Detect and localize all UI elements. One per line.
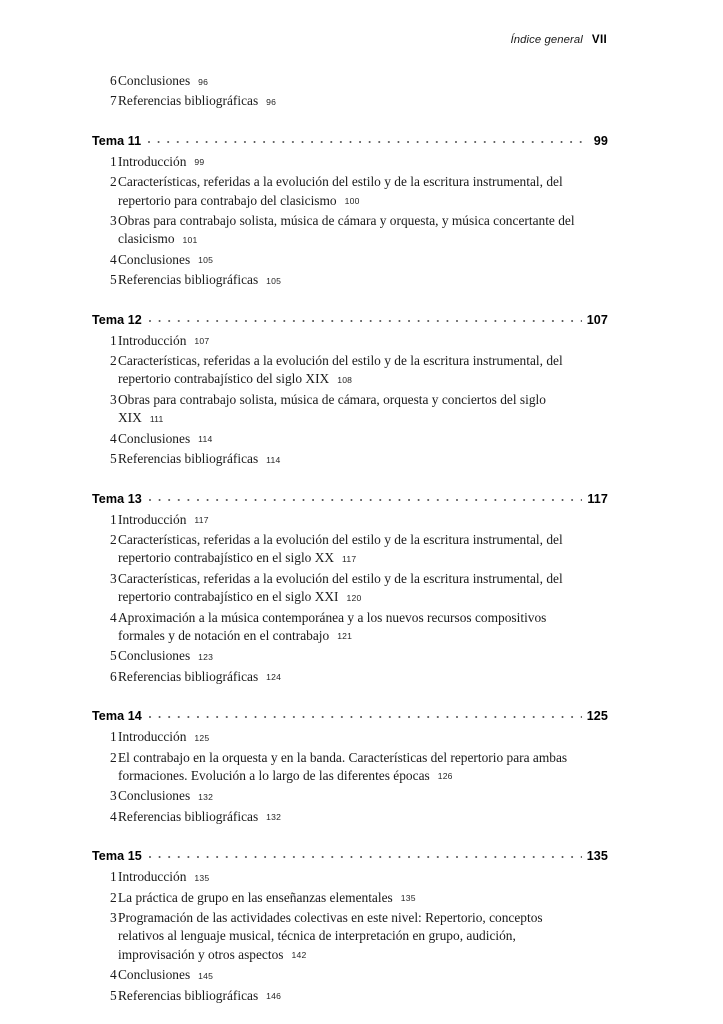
toc-heading-page-number: 117 xyxy=(587,491,608,506)
toc-entry-number: 2 xyxy=(110,749,117,765)
toc-entry-page-number: 114 xyxy=(266,454,281,465)
toc-entry[interactable] xyxy=(92,531,608,569)
toc-entry-number: 2 xyxy=(110,353,117,369)
toc-group xyxy=(92,72,608,112)
toc-entry-body xyxy=(118,609,608,647)
toc-entry-number: 1 xyxy=(110,869,117,885)
toc-entry-number: 7 xyxy=(110,93,117,109)
toc-entry-page-number: 146 xyxy=(266,991,282,1002)
toc-entry[interactable] xyxy=(92,749,608,787)
toc-entry[interactable] xyxy=(92,787,608,806)
toc-entry-number: 1 xyxy=(110,511,117,527)
toc-entry-title: Programación de las actividades colectivas en este nivel: Repertorio, conceptos relativos al lenguaje musical, técnica de interpretación en grupo, audición, improvisación y otros aspectos xyxy=(118,910,543,962)
toc-entry-number: 4 xyxy=(110,609,117,625)
toc-group xyxy=(92,133,608,291)
toc-heading-row[interactable] xyxy=(92,708,608,727)
toc-entry-number: 1 xyxy=(110,332,117,348)
toc-entry-title: Características, referidas a la evolución del estilo y de la escritura instrumental, del repertorio contrabajístico del siglo XIX xyxy=(118,353,563,387)
toc-entry-page-number: 108 xyxy=(337,374,353,385)
toc-entry-number: 3 xyxy=(110,910,117,925)
toc-entry-page-number: 117 xyxy=(194,515,209,525)
toc-entry-page-number: 132 xyxy=(266,812,282,823)
toc-entry-page-number: 105 xyxy=(198,255,214,266)
toc-entry-body xyxy=(118,728,608,747)
toc-entry[interactable] xyxy=(92,271,608,290)
toc-entry-body xyxy=(118,271,608,290)
toc-group xyxy=(92,848,608,1006)
toc-entry-title: Características, referidas a la evolución del estilo y de la escritura instrumental, del repertorio contrabajístico en el siglo XXI xyxy=(118,570,563,605)
toc-heading-label: Tema 12 xyxy=(92,312,142,327)
toc-entry[interactable] xyxy=(92,430,608,449)
toc-entry-page-number: 124 xyxy=(266,672,282,683)
toc-entry[interactable] xyxy=(92,728,608,747)
toc-entry-body xyxy=(118,889,608,908)
toc-heading-page-number: 99 xyxy=(593,133,608,148)
toc-heading-label: Tema 14 xyxy=(92,709,142,724)
toc-entry-title: Referencias bibliográficas xyxy=(118,987,259,1003)
toc-entry[interactable] xyxy=(92,966,608,985)
toc-entry-number: 2 xyxy=(110,531,117,547)
toc-entry-number: 5 xyxy=(110,451,117,467)
toc-heading-row[interactable] xyxy=(92,491,608,510)
toc-entry[interactable] xyxy=(92,511,608,530)
toc-entry-body xyxy=(118,430,608,449)
toc-entry-body xyxy=(118,450,608,469)
toc-entry-title: Introducción xyxy=(118,869,187,885)
toc-group xyxy=(92,491,608,688)
toc-entry[interactable] xyxy=(92,647,608,666)
toc-entry-title: Referencias bibliográficas xyxy=(118,808,259,824)
toc-entry-title: Conclusiones xyxy=(118,967,191,983)
toc-entry[interactable] xyxy=(92,391,608,429)
running-head xyxy=(92,33,607,49)
toc-group xyxy=(92,708,608,827)
toc-entry-number: 3 xyxy=(110,391,117,407)
toc-entry-page-number: 121 xyxy=(337,631,353,642)
toc-entry[interactable] xyxy=(92,153,608,172)
toc-heading-label: Tema 13 xyxy=(92,491,142,506)
toc-entry-body xyxy=(118,909,608,965)
toc-entry-title: Introducción xyxy=(118,511,187,527)
toc-entry-title: Introducción xyxy=(118,153,187,169)
toc-entry-body xyxy=(118,787,608,806)
toc-entry-page-number: 125 xyxy=(194,732,210,743)
toc-entry-title: Conclusiones xyxy=(118,73,191,88)
toc-entry-body xyxy=(118,332,608,351)
toc-entry-title: Aproximación a la música contemporánea y a los nuevos recursos compositivos formales y de notación en el contrabajo xyxy=(118,609,547,643)
toc-entry-page-number: 132 xyxy=(198,791,214,802)
toc-entry-page-number: 101 xyxy=(182,234,198,245)
toc-heading-page-number: 107 xyxy=(586,312,608,327)
toc-entry-body xyxy=(118,251,608,270)
toc-entry[interactable] xyxy=(92,668,608,687)
toc-entry-page-number: 126 xyxy=(437,771,453,782)
toc-heading-label: Tema 11 xyxy=(92,133,142,148)
toc-entry-number: 3 xyxy=(110,788,117,804)
toc-entry[interactable] xyxy=(92,450,608,469)
toc-entry-number: 6 xyxy=(110,668,117,684)
toc-entry-title: Obras para contrabajo solista, música de cámara y orquesta, y música concertante del clasicismo xyxy=(118,213,575,247)
toc-entry[interactable] xyxy=(92,889,608,908)
dot-leader xyxy=(149,312,582,324)
toc-entry-title: La práctica de grupo en las enseñanzas elementales xyxy=(118,889,393,905)
toc-entry-number: 1 xyxy=(110,153,117,169)
toc-entry-page-number: 107 xyxy=(194,336,210,347)
toc-heading-row[interactable] xyxy=(92,133,608,152)
toc-entry-title: Obras para contrabajo solista, música de cámara, orquesta y conciertos del siglo XIX xyxy=(118,391,546,426)
toc-entry-body xyxy=(118,647,608,666)
toc-entry-page-number: 111 xyxy=(149,413,164,424)
toc-entry-page-number: 145 xyxy=(198,970,214,981)
toc-entry-title: Referencias bibliográficas xyxy=(118,93,259,109)
toc-heading-row[interactable] xyxy=(92,848,608,867)
toc-entry-number: 3 xyxy=(110,213,117,229)
toc-entry[interactable] xyxy=(92,909,608,965)
toc-entry[interactable] xyxy=(92,332,608,351)
toc-entry-page-number: 114 xyxy=(198,434,213,445)
toc-entry-number: 2 xyxy=(110,889,117,905)
toc-entry-body xyxy=(118,966,608,985)
toc-entry-number: 5 xyxy=(110,987,117,1003)
toc-entry[interactable] xyxy=(92,808,608,827)
toc-entry-page-number: 142 xyxy=(291,950,307,961)
toc-entry[interactable] xyxy=(92,609,608,647)
toc-entry[interactable] xyxy=(92,212,608,250)
toc-group xyxy=(92,312,608,470)
toc-entry-number: 5 xyxy=(110,272,117,288)
toc-entry[interactable] xyxy=(92,570,608,608)
toc-entry-body xyxy=(118,531,608,569)
toc-entry-body xyxy=(118,511,608,530)
toc-entry[interactable] xyxy=(92,173,608,211)
toc-entry-body xyxy=(118,391,608,429)
toc-entry[interactable] xyxy=(92,352,608,390)
toc-entry-number: 6 xyxy=(110,73,117,88)
toc-entry-body xyxy=(118,153,608,172)
toc-entry[interactable] xyxy=(92,92,608,111)
toc-heading-page-number: 125 xyxy=(586,709,608,724)
toc-entry-number: 4 xyxy=(110,967,117,983)
toc-entry-title: Características, referidas a la evolución del estilo y de la escritura instrumental, del repertorio contrabajístico en el siglo XX xyxy=(118,531,563,566)
toc-entry-title: Conclusiones xyxy=(118,430,191,446)
toc-entry-title: Referencias bibliográficas xyxy=(118,272,259,288)
toc-entry[interactable] xyxy=(92,72,608,91)
toc-entry-body xyxy=(118,668,608,687)
toc-entry-page-number: 105 xyxy=(266,275,282,286)
toc-entry-page-number: 100 xyxy=(344,196,360,207)
toc-entry-page-number: 135 xyxy=(400,893,416,904)
toc-heading-row[interactable] xyxy=(92,312,608,331)
toc-entry[interactable] xyxy=(92,251,608,270)
running-head-title: Índice general xyxy=(510,34,583,46)
toc-entry-title: Introducción xyxy=(118,332,187,348)
dot-leader xyxy=(149,708,582,720)
toc-entry-page-number: 96 xyxy=(266,96,277,107)
dot-leader xyxy=(149,491,583,503)
toc-heading-page-number: 135 xyxy=(586,849,608,864)
table-of-contents xyxy=(92,71,608,1006)
toc-entry-title: Conclusiones xyxy=(118,648,191,664)
toc-entry-title: Introducción xyxy=(118,729,187,745)
toc-entry-number: 3 xyxy=(110,570,117,586)
toc-entry-body xyxy=(118,987,608,1006)
toc-entry-body xyxy=(118,808,608,827)
toc-entry-number: 1 xyxy=(110,729,117,745)
toc-entry-page-number: 117 xyxy=(342,553,357,564)
toc-entry-page-number: 99 xyxy=(194,157,205,168)
toc-entry-page-number: 120 xyxy=(346,592,362,603)
dot-leader xyxy=(148,133,589,145)
toc-entry-body xyxy=(118,212,608,250)
toc-entry-body xyxy=(118,92,608,111)
dot-leader xyxy=(149,848,582,860)
toc-entry-number: 4 xyxy=(110,808,117,824)
toc-entry-body xyxy=(118,173,608,211)
toc-entry-page-number: 123 xyxy=(198,651,214,662)
toc-entry[interactable] xyxy=(92,987,608,1006)
toc-entry-body xyxy=(118,352,608,390)
toc-entry-body xyxy=(118,72,608,91)
toc-entry-number: 4 xyxy=(110,251,117,267)
toc-entry-body xyxy=(118,868,608,887)
toc-entry-body xyxy=(118,570,608,608)
toc-entry-title: Referencias bibliográficas xyxy=(118,451,259,467)
toc-entry-page-number: 135 xyxy=(194,872,210,883)
toc-entry-title: Conclusiones xyxy=(118,788,191,804)
toc-entry-number: 2 xyxy=(110,174,117,190)
toc-heading-label: Tema 15 xyxy=(92,849,142,864)
toc-entry-title: Características, referidas a la evolución del estilo y de la escritura instrumental, del repertorio para contrabajo del clasicismo xyxy=(118,174,563,208)
running-head-folio: VII xyxy=(591,33,607,46)
toc-entry-body xyxy=(118,749,608,787)
toc-entry-title: Conclusiones xyxy=(118,251,191,267)
toc-entry[interactable] xyxy=(92,868,608,887)
toc-entry-title: Referencias bibliográficas xyxy=(118,668,259,684)
toc-entry-number: 4 xyxy=(110,430,117,446)
toc-entry-title: El contrabajo en la orquesta y en la banda. Características del repertorio para ambas formaciones. Evolución a lo largo de las diferentes épocas xyxy=(118,749,568,783)
toc-entry-page-number: 96 xyxy=(198,76,209,87)
toc-entry-number: 5 xyxy=(110,648,117,664)
